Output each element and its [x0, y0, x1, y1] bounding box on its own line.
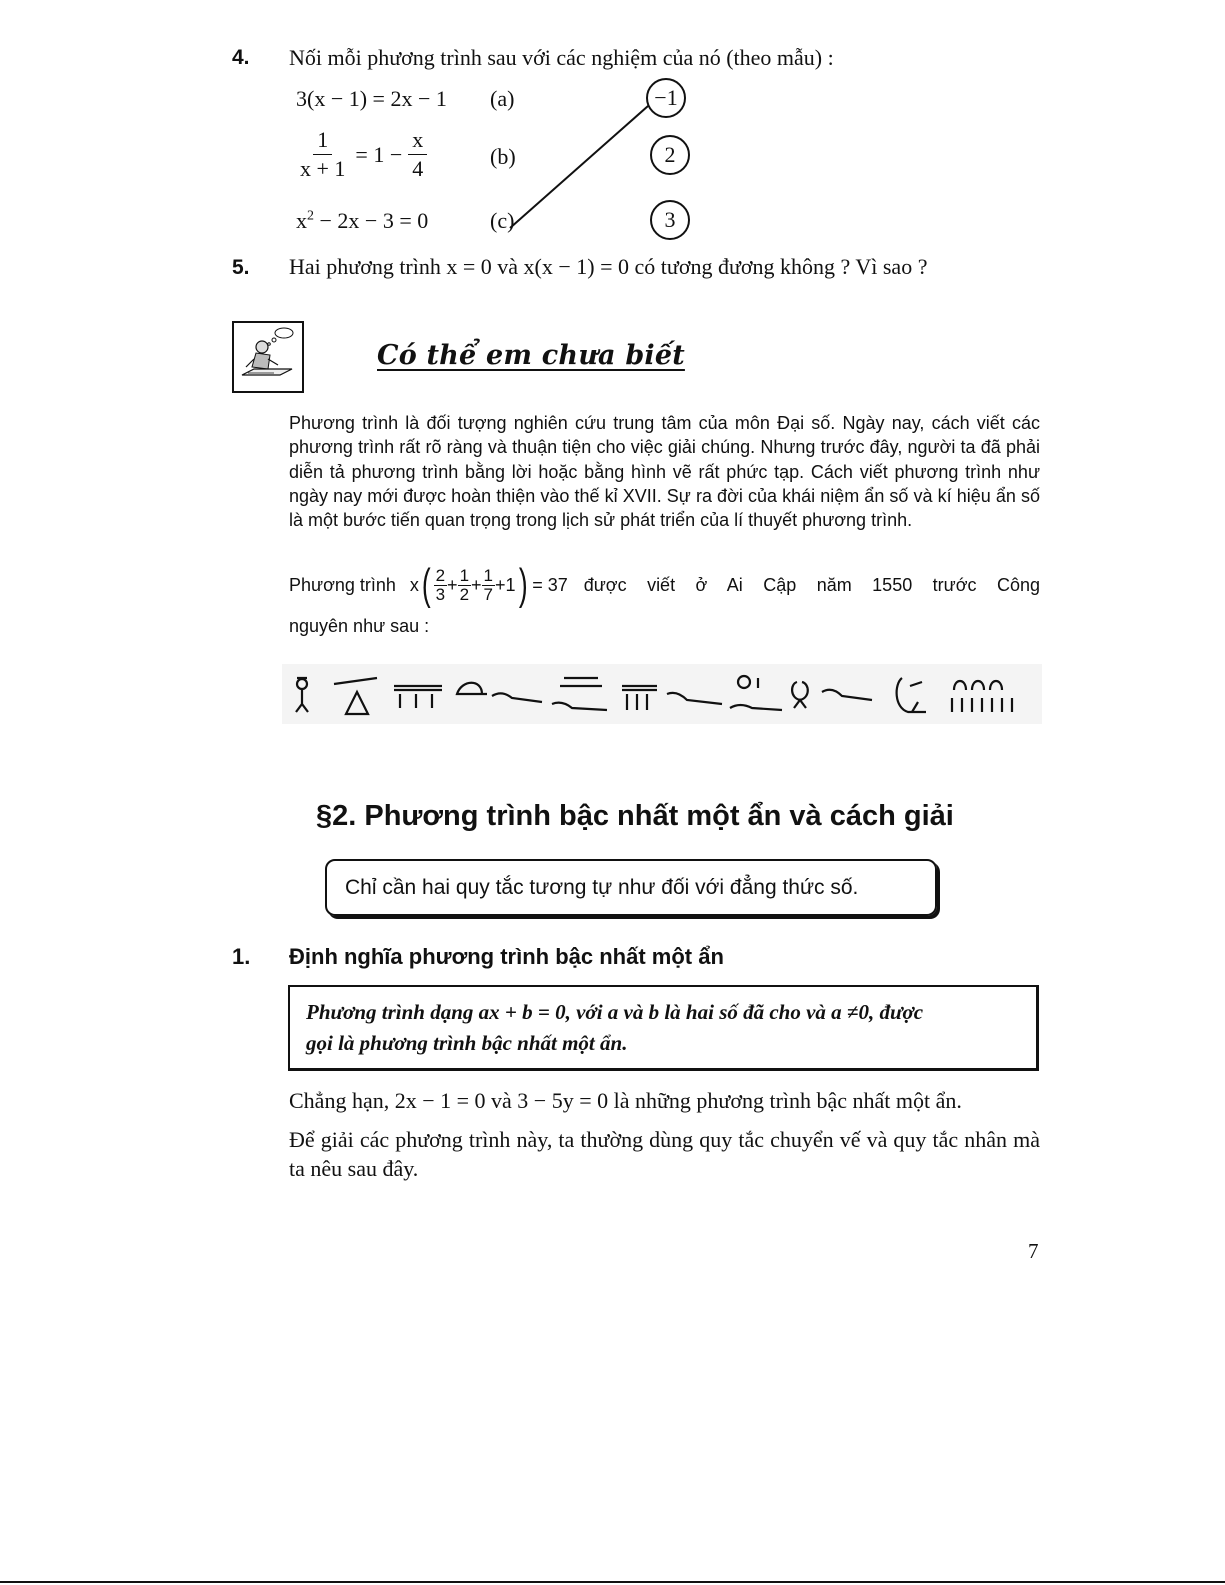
page-number: 7 [1028, 1239, 1039, 1263]
fraction-one-half [458, 567, 471, 604]
equation-intro: Phương trình [289, 574, 396, 595]
equation-a: 3(x − 1) = 2x − 1 [296, 86, 447, 111]
root-circle-2 [650, 135, 690, 175]
reading-student-drawing [234, 323, 302, 391]
definition-box [288, 985, 1039, 1071]
paren-left: ( [421, 560, 431, 609]
plus-sign-2: + [471, 574, 482, 595]
example-text: Chẳng hạn, 2x − 1 = 0 và 3 − 5y = 0 là những phương trình bậc nhất một ẩn. [289, 1088, 962, 1113]
fraction-left-denominator: x + 1 [300, 156, 346, 182]
fraction-two-thirds-numerator: 2 [435, 565, 446, 585]
exercise-4-number: 4. [232, 46, 250, 69]
section-callout [325, 859, 937, 916]
equation-x: x [409, 574, 419, 595]
method-text: Để giải các phương trình này, ta thường dùng quy tắc chuyển vế và quy tắc nhân mà ta nêu sau đây. [289, 1127, 1040, 1181]
equation-c-exponent: 2 [307, 208, 314, 224]
plus-sign-1: + [447, 574, 458, 595]
equation-c-rest: − 2x − 3 = 0 [314, 208, 429, 233]
root-value-2: 2 [664, 142, 676, 167]
definition-line-1: Phương trình dạng ax + b = 0, với a và b là hai số đã cho và a ≠0, được [306, 1000, 924, 1024]
fraction-left-numerator: 1 [313, 128, 332, 155]
exercise-4-prompt: Nối mỗi phương trình sau với các nghiệm của nó (theo mẫu) : [289, 45, 834, 70]
fraction-one-seventh [482, 567, 495, 604]
plus-one: +1 [495, 574, 516, 595]
paren-right: ) [518, 560, 528, 609]
equation-b-middle: = 1 − [355, 141, 403, 167]
root-value-3: 3 [664, 207, 676, 232]
did-you-know-paragraph: Phương trình là đối tượng nghiên cứu trung tâm của môn Đại số. Ngày nay, cách viết các phương trình rất rõ ràng và thuận tiện cho việc giải chúng. Nhưng trước đây, người ta đã phải diễn tả phương trình bằng lời hoặc bằng hình vẽ rất phức tạp. Cách viết phương trình như ngày nay mới được hoàn thiện vào thế kỉ XVII. Sự ra đời của khái niệm ẩn số và kí hiệu ẩn số là một bước tiến quan trọng trong lịch sử phát triển của lí thuyết phương trình. [289, 413, 1040, 531]
label-c: (c) [490, 208, 515, 233]
sample-connector-line [510, 106, 648, 228]
equation-rhs: = 37 [532, 574, 568, 595]
root-circle-3 [650, 200, 690, 240]
did-you-know-heading: Có thể em chưa biết [377, 340, 685, 371]
equation-suffix: được viết ở Ai Cập năm 1550 trước Công [583, 574, 1040, 595]
fraction-one-seventh-numerator: 1 [483, 565, 494, 585]
reading-student-icon [232, 321, 304, 393]
exercise-5-prompt: Hai phương trình x = 0 và x(x − 1) = 0 có tương đương không ? Vì sao ? [289, 254, 928, 279]
subsection-number: 1. [232, 944, 251, 969]
egyptian-hieroglyphs-icon [282, 664, 1042, 724]
root-value-1: −1 [654, 85, 678, 110]
equation-c-base: x [296, 208, 307, 233]
egyptian-equation-line [289, 560, 1040, 609]
label-a: (a) [490, 86, 515, 111]
root-circle-1 [646, 78, 686, 118]
label-b: (b) [490, 144, 516, 169]
page-bottom-rule [0, 1581, 1225, 1583]
definition-line-2: gọi là phương trình bậc nhất một ẩn. [306, 1031, 628, 1055]
equation-line-2: nguyên như sau : [289, 616, 430, 636]
subsection-heading: Định nghĩa phương trình bậc nhất một ẩn [289, 944, 724, 969]
fraction-right-numerator: x [408, 128, 427, 155]
section-callout-text: Chỉ cần hai quy tắc tương tự như đối với đẳng thức số. [345, 875, 859, 899]
fraction-one-seventh-denominator: 7 [483, 584, 494, 604]
hieroglyph-strip [282, 664, 1042, 724]
section-2-title: §2. Phương trình bậc nhất một ẩn và cách giải [316, 800, 954, 832]
fraction-one-half-numerator: 1 [459, 565, 470, 585]
fraction-right-denominator: 4 [412, 156, 424, 182]
fraction-one-half-denominator: 2 [459, 584, 470, 604]
exercise-5-number: 5. [232, 256, 250, 279]
fraction-two-thirds [434, 567, 447, 604]
fraction-two-thirds-denominator: 3 [435, 584, 446, 604]
